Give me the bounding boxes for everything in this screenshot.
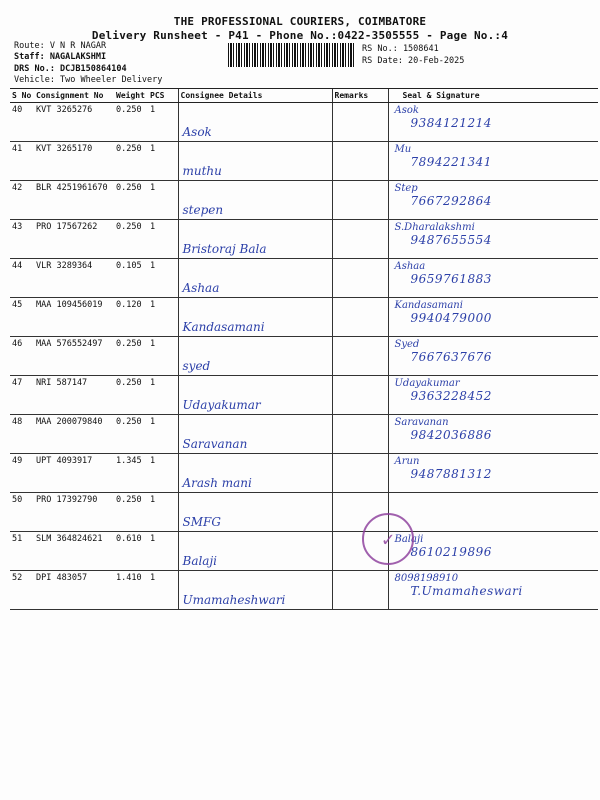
signature-name: Step [394, 183, 418, 194]
weight-cell: 0.105 [114, 259, 148, 298]
signature-cell [388, 298, 598, 337]
remarks-cell [332, 103, 388, 142]
consignee-handwriting: Saravanan [182, 437, 248, 451]
sno-cell: 45 [10, 298, 34, 337]
col-weight-header: Weight [114, 89, 148, 103]
vehicle-label: Vehicle: Two Wheeler Delivery [14, 75, 163, 85]
consignee-handwriting: Kandasamani [182, 320, 265, 334]
consignee-cell [178, 454, 332, 493]
signature-phone: 9487881312 [410, 467, 492, 481]
consignee-cell [178, 415, 332, 454]
consignee-handwriting: Arash mani [182, 476, 252, 490]
signature-phone: T.Umamaheswari [410, 584, 523, 598]
consignee-cell [178, 376, 332, 415]
runsheet-title: Delivery Runsheet - P41 - Phone No.:0422-3505555 - Page No.:4 [91, 29, 509, 42]
sno-cell: 44 [10, 259, 34, 298]
consignee-cell [178, 259, 332, 298]
sno-cell: 42 [10, 181, 34, 220]
weight-cell: 0.250 [114, 220, 148, 259]
weight-cell: 0.250 [114, 142, 148, 181]
drs-label: DRS No.: DCJB150864104 [14, 64, 127, 74]
consignee-handwriting: Umamaheshwari [182, 593, 286, 607]
consignee-handwriting: Ashaa [182, 281, 220, 295]
consignee-handwriting: Bristoraj Bala [182, 242, 267, 256]
signature-phone: 9659761883 [410, 272, 492, 286]
sno-cell: 40 [10, 103, 34, 142]
remarks-cell [332, 415, 388, 454]
signature-name: S.Dharalakshmi [394, 222, 475, 233]
consignment-cell: NRI 587147 [34, 376, 114, 415]
consignment-cell: MAA 109456019 [34, 298, 114, 337]
table-row [10, 181, 598, 220]
signature-name: Ashaa [394, 261, 426, 272]
sno-cell: 49 [10, 454, 34, 493]
sno-cell: 52 [10, 571, 34, 610]
consignment-cell: PRO 17567262 [34, 220, 114, 259]
table-row [10, 142, 598, 181]
signature-cell [388, 415, 598, 454]
col-remarks-header: Remarks [332, 89, 388, 103]
table-row [10, 454, 598, 493]
remarks-cell [332, 571, 388, 610]
table-row [10, 532, 598, 571]
table-row [10, 298, 598, 337]
signature-name: Mu [394, 144, 412, 155]
pcs-cell: 1 [148, 571, 178, 610]
signature-phone: 7667637676 [410, 350, 492, 364]
runsheet-table [10, 88, 598, 610]
signature-cell [388, 571, 598, 610]
sno-cell: 46 [10, 337, 34, 376]
pcs-cell: 1 [148, 103, 178, 142]
consignment-cell: SLM 364824621 [34, 532, 114, 571]
consignment-cell: UPT 4093917 [34, 454, 114, 493]
signature-name: Udayakumar [394, 378, 460, 389]
weight-cell: 0.120 [114, 298, 148, 337]
pcs-cell: 1 [148, 415, 178, 454]
pcs-cell: 1 [148, 337, 178, 376]
signature-cell [388, 142, 598, 181]
signature-cell [388, 493, 598, 532]
remarks-cell [332, 220, 388, 259]
sno-cell: 48 [10, 415, 34, 454]
pcs-cell: 1 [148, 454, 178, 493]
weight-cell: 0.610 [114, 532, 148, 571]
rs-number: RS No.: 1508641 [362, 44, 439, 54]
consignment-cell: BLR 4251961670 [34, 181, 114, 220]
remarks-cell [332, 181, 388, 220]
col-signature-header: Seal & Signature [388, 89, 598, 103]
signature-phone: 7667292864 [410, 194, 492, 208]
signature-cell [388, 259, 598, 298]
signature-cell [388, 220, 598, 259]
company-title: THE PROFESSIONAL COURIERS, COIMBATORE [173, 15, 427, 28]
route-label: Route: V N R NAGAR [14, 41, 107, 51]
col-consignment-header: Consignment No [34, 89, 114, 103]
signature-phone: 7894221341 [410, 155, 492, 169]
pcs-cell: 1 [148, 220, 178, 259]
signature-name: 8098198910 [394, 573, 459, 584]
remarks-cell [332, 337, 388, 376]
signature-phone: 9384121214 [410, 116, 492, 130]
consignment-cell: VLR 3289364 [34, 259, 114, 298]
remarks-cell [332, 259, 388, 298]
pcs-cell: 1 [148, 532, 178, 571]
signature-name: Arun [394, 456, 420, 467]
consignment-cell: KVT 3265276 [34, 103, 114, 142]
sno-cell: 51 [10, 532, 34, 571]
consignee-cell [178, 220, 332, 259]
weight-cell: 0.250 [114, 337, 148, 376]
signature-phone: 9940479000 [410, 311, 492, 325]
pcs-cell: 1 [148, 493, 178, 532]
consignment-cell: KVT 3265170 [34, 142, 114, 181]
consignee-cell [178, 532, 332, 571]
seal-stamp: ✓ [362, 513, 414, 565]
pcs-cell: 1 [148, 142, 178, 181]
weight-cell: 1.410 [114, 571, 148, 610]
consignment-cell: MAA 576552497 [34, 337, 114, 376]
consignee-handwriting: Balaji [182, 554, 218, 568]
pcs-cell: 1 [148, 181, 178, 220]
signature-cell [388, 454, 598, 493]
consignment-cell: PRO 17392790 [34, 493, 114, 532]
signature-phone: 9842036886 [410, 428, 492, 442]
sno-cell: 50 [10, 493, 34, 532]
consignee-cell [178, 181, 332, 220]
col-pcs-header: PCS [148, 89, 178, 103]
table-row [10, 259, 598, 298]
table-row [10, 571, 598, 610]
consignee-cell [178, 103, 332, 142]
signature-name: Balaji [394, 534, 424, 545]
consignee-cell [178, 571, 332, 610]
signature-cell [388, 376, 598, 415]
signature-name: Kandasamani [394, 300, 463, 311]
consignee-handwriting: muthu [182, 164, 222, 178]
sno-cell: 41 [10, 142, 34, 181]
sno-cell: 43 [10, 220, 34, 259]
table-row [10, 220, 598, 259]
signature-cell [388, 337, 598, 376]
weight-cell: 0.250 [114, 376, 148, 415]
consignee-handwriting: stepen [182, 203, 224, 217]
sno-cell: 47 [10, 376, 34, 415]
signature-phone: 8610219896 [410, 545, 492, 559]
consignee-handwriting: Asok [182, 125, 212, 139]
consignee-cell [178, 493, 332, 532]
consignment-cell: MAA 200079840 [34, 415, 114, 454]
remarks-cell [332, 376, 388, 415]
weight-cell: 1.345 [114, 454, 148, 493]
signature-cell [388, 181, 598, 220]
weight-cell: 0.250 [114, 103, 148, 142]
consignee-cell [178, 298, 332, 337]
weight-cell: 0.250 [114, 493, 148, 532]
signature-name: Saravanan [394, 417, 449, 428]
table-row [10, 415, 598, 454]
remarks-cell [332, 298, 388, 337]
consignee-handwriting: SMFG [182, 515, 221, 529]
pcs-cell: 1 [148, 298, 178, 337]
table-header-row [10, 89, 598, 103]
consignment-cell: DPI 483057 [34, 571, 114, 610]
col-sno-header: S No [10, 89, 34, 103]
weight-cell: 0.250 [114, 415, 148, 454]
table-row [10, 376, 598, 415]
signature-phone: 9363228452 [410, 389, 492, 403]
signature-name: Syed [394, 339, 420, 350]
rs-date: RS Date: 20-Feb-2025 [362, 56, 465, 66]
signature-phone: 9487655554 [410, 233, 492, 247]
table-row [10, 103, 598, 142]
table-row [10, 493, 598, 532]
remarks-cell [332, 454, 388, 493]
consignee-cell [178, 337, 332, 376]
consignee-handwriting: syed [182, 359, 211, 373]
consignee-cell [178, 142, 332, 181]
weight-cell: 0.250 [114, 181, 148, 220]
table-row [10, 337, 598, 376]
col-consignee-header: Consignee Details [178, 89, 332, 103]
signature-name: Asok [394, 105, 419, 116]
remarks-cell [332, 142, 388, 181]
signature-cell [388, 532, 598, 571]
consignee-handwriting: Udayakumar [182, 398, 261, 412]
pcs-cell: 1 [148, 259, 178, 298]
staff-label: Staff: NAGALAKSHMI [14, 52, 107, 62]
barcode [228, 43, 356, 67]
pcs-cell: 1 [148, 376, 178, 415]
signature-cell [388, 103, 598, 142]
